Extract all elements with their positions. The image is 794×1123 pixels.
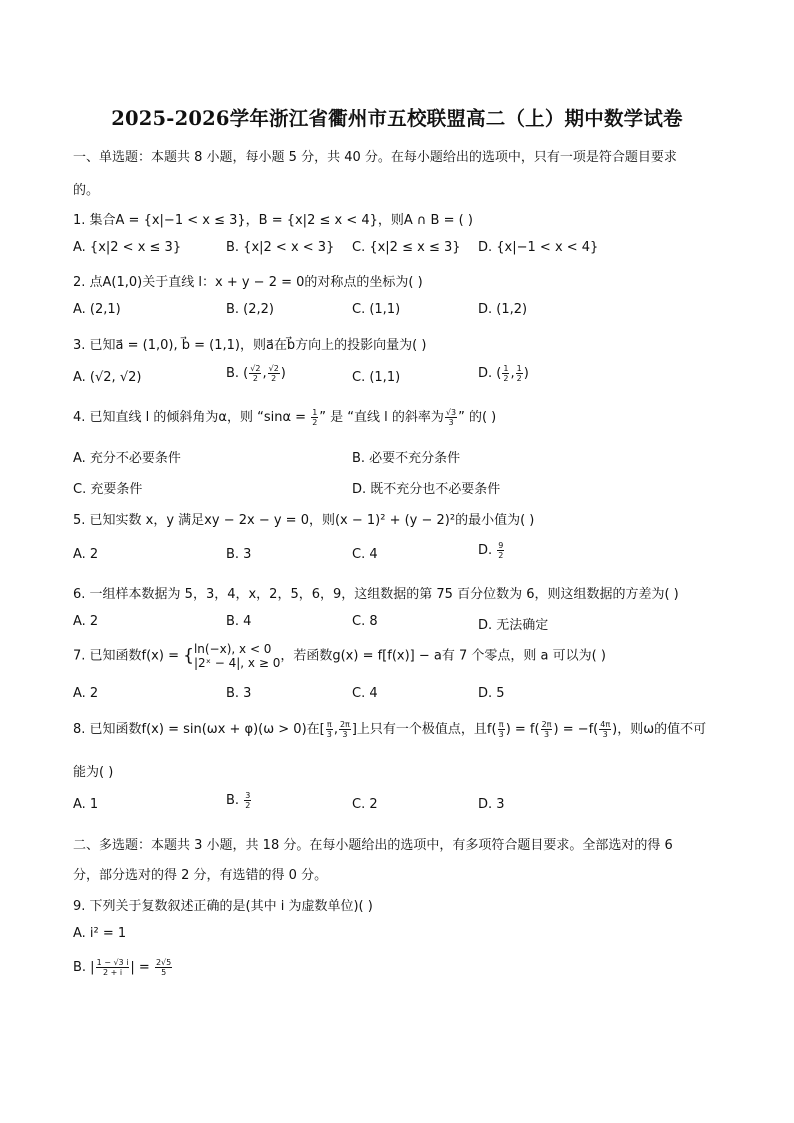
q2-option-b: B. (2,2) (226, 302, 275, 317)
question-1-stem: 1. 集合A = {x|−1 < x ≤ 3}，B = {x|2 ≤ x < 4}，则A ∩ B = ( ) (73, 213, 473, 228)
q6-option-d: D. 无法确定 (478, 618, 549, 633)
question-6-stem: 6. 一组样本数据为 5，3，4，x，2，5，6，9，这组数据的第 75 百分位数为 6，则这组数据的方差为( ) (73, 587, 679, 602)
q9-b-fraction-left: $\frac{1 - √3 i}{2 + i}$ (96, 958, 129, 977)
q3-d-fraction-1: $\frac{1}{2}$ (503, 364, 509, 383)
q7-option-a: A. 2 (73, 686, 99, 701)
q9-b-fraction-right: $\frac{2√5}{5}$ (155, 958, 172, 977)
q4-option-b: B. 必要不充分条件 (352, 451, 461, 466)
q4-fraction-sqrt3-over-3: $\frac{√3}{3}$ (445, 408, 457, 427)
q3-option-a: A. (√2, √2) (73, 370, 142, 385)
question-8-stem-cont: 能为( ) (73, 765, 114, 780)
question-5-stem: 5. 已知实数 x，y 满足xy − 2x − y = 0，则(x − 1)² + (y − 2)²的最小值为( ) (73, 513, 535, 528)
q1-option-a: A. {x|2 < x ≤ 3} (73, 240, 182, 255)
q7-option-c: C. 4 (352, 686, 378, 701)
q5-option-d: D. $\frac{9}{2}$ (478, 541, 504, 560)
q3-d-fraction-2: $\frac{1}{2}$ (516, 364, 522, 383)
q4-option-a: A. 充分不必要条件 (73, 451, 181, 466)
q5-option-c: C. 4 (352, 547, 378, 562)
q9-option-a: A. i² = 1 (73, 926, 127, 941)
q4-fraction-half: $\frac{1}{2}$ (312, 408, 318, 427)
q4-option-c: C. 充要条件 (73, 482, 143, 497)
q8-frac-4pi-3: $\frac{4\pi}{3}$ (600, 720, 611, 739)
q3-option-b: B. ( $\frac{√2}{2}$ , $\frac{√2}{2}$ ) (226, 364, 286, 383)
q2-option-c: C. (1,1) (352, 302, 401, 317)
q5-d-fraction: $\frac{9}{2}$ (498, 541, 504, 560)
q8-frac-2pi-3-b: $\frac{2\pi}{3}$ (541, 720, 552, 739)
question-3-stem: 3. 已知a⃗ = (1,0), b⃗ = (1,1)，则a⃗在b⃗方向上的投影向量为( ) (73, 338, 427, 353)
q7-option-d: D. 5 (478, 686, 505, 701)
q6-option-a: A. 2 (73, 614, 99, 629)
exam-title: 2025-2026学年浙江省衢州市五校联盟高二（上）期中数学试卷 (111, 107, 683, 130)
q5-option-a: A. 2 (73, 547, 99, 562)
q7-piecewise-cases: ln(−x), x < 0 |2ˣ − 4|, x ≥ 0 (193, 642, 281, 670)
q1-option-c: C. {x|2 ≤ x ≤ 3} (352, 240, 461, 255)
q5-option-b: B. 3 (226, 547, 252, 562)
q8-option-d: D. 3 (478, 797, 505, 812)
q2-option-d: D. (1,2) (478, 302, 528, 317)
section-1-heading: 一、单选题：本题共 8 小题，每小题 5 分，共 40 分。在每小题给出的选项中，只有一项是符合题目要求 (73, 150, 677, 165)
q2-option-a: A. (2,1) (73, 302, 121, 317)
section-2-heading-cont: 分，部分选对的得 2 分，有选错的得 0 分。 (73, 868, 328, 883)
q8-frac-2pi-3: $\frac{2\pi}{3}$ (339, 720, 350, 739)
q6-option-b: B. 4 (226, 614, 252, 629)
q9-option-b: B. | $\frac{1 - √3 i}{2 + i}$ | = $\frac{2√5}{5}$ (73, 958, 172, 977)
question-8-stem: 8. 已知函数f(x) = sin(ωx + φ)(ω > 0)在[ $\frac{\pi}{3}$ , $\frac{2\pi}{3}$ ]上只有一个极值点，且f( $\frac{\pi}{3}$ ) = f( $\frac{2\pi}{3}$ ) = −f( $\frac{4\pi}{3}$ )，则ω的值不可 (73, 720, 707, 739)
q8-option-a: A. 1 (73, 797, 99, 812)
q3-option-c: C. (1,1) (352, 370, 401, 385)
q7-option-b: B. 3 (226, 686, 252, 701)
q3-b-fraction-1: $\frac{√2}{2}$ (250, 364, 261, 383)
section-2-heading: 二、多选题：本题共 3 小题，共 18 分。在每小题给出的选项中，有多项符合题目要求。全部选对的得 6 (73, 838, 673, 853)
question-9-stem: 9. 下列关于复数叙述正确的是(其中 i 为虚数单位)( ) (73, 899, 373, 914)
section-1-heading-cont: 的。 (73, 183, 100, 198)
q7-brace: { (183, 645, 194, 666)
question-4-stem: 4. 已知直线 l 的倾斜角为α，则 “sinα = $\frac{1}{2}$ ” 是 “直线 l 的斜率为 $\frac{√3}{3}$ ” 的( ) (73, 408, 497, 427)
question-2-stem: 2. 点A(1,0)关于直线 l：x + y − 2 = 0的对称点的坐标为( ) (73, 275, 423, 290)
q8-frac-pi-3-b: $\frac{\pi}{3}$ (498, 720, 504, 739)
q3-b-fraction-2: $\frac{√2}{2}$ (268, 364, 279, 383)
q4-option-d: D. 既不充分也不必要条件 (352, 482, 501, 497)
q6-option-c: C. 8 (352, 614, 378, 629)
q8-b-fraction: $\frac{3}{2}$ (245, 791, 251, 810)
question-7-stem: 7. 已知函数f(x) = { ln(−x), x < 0 |2ˣ − 4|, x ≥ 0 ，若函数g(x) = f[f(x)] − a有 7 个零点，则 a 可以为( ) (73, 642, 606, 670)
q1-option-d: D. {x|−1 < x < 4} (478, 240, 599, 255)
q8-option-b: B. $\frac{3}{2}$ (226, 791, 251, 810)
q1-option-b: B. {x|2 < x < 3} (226, 240, 335, 255)
q3-option-d: D. ( $\frac{1}{2}$ , $\frac{1}{2}$ ) (478, 364, 529, 383)
q8-option-c: C. 2 (352, 797, 378, 812)
q8-frac-pi-3: $\frac{\pi}{3}$ (326, 720, 332, 739)
